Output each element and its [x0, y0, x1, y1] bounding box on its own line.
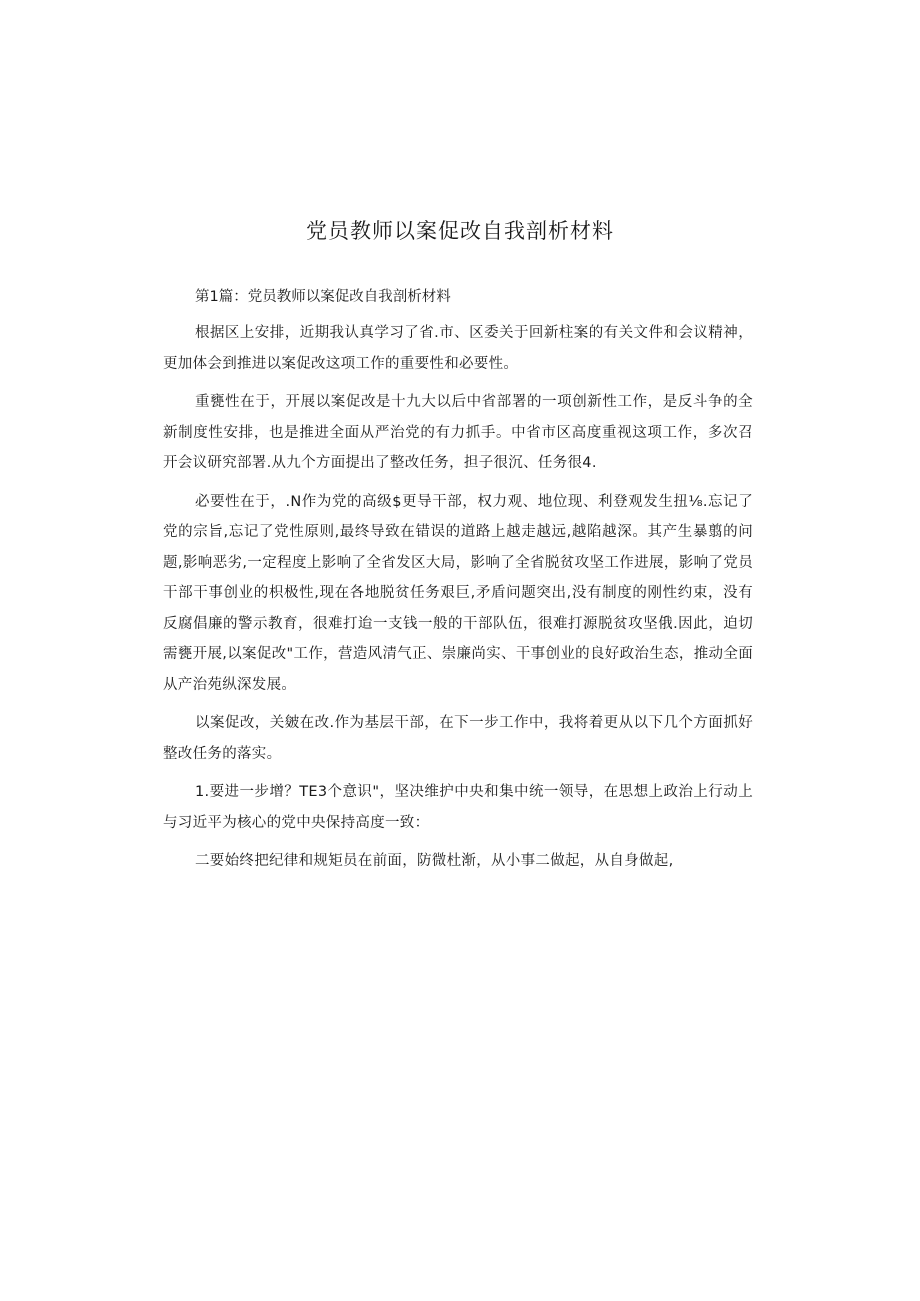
paragraph-point-two: 二要始终把纪律和规矩员在前面，防微杜渐，从小事二做起，从自身做起,: [195, 853, 674, 869]
paragraph-importance: 重甕性在于，开展以案促改是十九大以后中省部署的一项创新性工作，是反斗争的全新制度性安排，也是推进全面从严治党的有力抓手。中省市区高度重视这项工作，多次召开会议研究部署.从九个方面提出了整改任务，担子很沉、任务很4.: [163, 394, 753, 471]
paragraph-point-one: 1.要进一步增？TE3个意识"，坚决维护中央和集中统一领导，在思想上政治上行动上与习近平为核心的党中央保持高度一致：: [163, 784, 753, 831]
document-title: 党员教师以案促改自我剖析材料: [306, 219, 614, 243]
document-body: [163, 284, 753, 885]
paragraph-necessity: 必要性在于，.N作为党的高级$更导干部，权力观、地位现、利登观发生扭⅛.忘记了党的宗旨,忘记了党性原则,最终导致在错误的道路上越走越远,越陷越深。其产生暴翦的问题,影响恶劣,一定程度上影响了全省发区大局，影响了全省脱贫攻坚工作进展，影响了党员干部干事创业的枳极性,现在各地脱贫任务艰巨,矛盾问题突出,没有制度的刚性约束，没有反腐倡廉的警示教育，很难打迨一支钱一般的干部队伍，很难打源脱贫攻坚俄.因此，迫切需甕开展,以案促改"工作，营造风清气正、崇廉尚实、干事创业的良好政治生态，推动全面从产治苑纵深发展。: [163, 493, 753, 693]
paragraph-rectification: 以案促改，关皴在改.作为基层干部，在下一步工作中，我将着更从以下几个方面抓好整改任务的落实。: [163, 715, 753, 762]
paragraph-intro: 根据区上安排，近期我认真学习了省.市、区委关于回新柱案的有关文件和会议精神，更加体会到推进以案促改这项工作的重要性和必要性。: [163, 325, 753, 372]
chapter-heading: 第1篇：党员教师以案促改自我剖析材料: [195, 289, 451, 305]
